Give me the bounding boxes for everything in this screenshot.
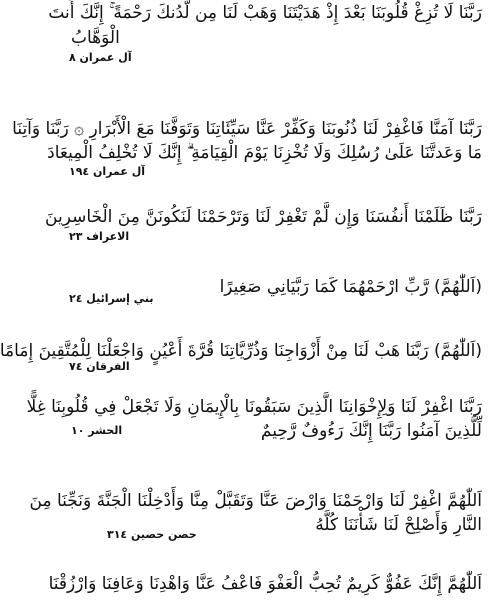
dua-3-reference: الاعراف ٢٣ <box>69 230 130 243</box>
dua-2-reference: آل عمران ١٩٤ <box>69 165 146 178</box>
dua-4-reference: بني إسرائيل ٢٤ <box>69 292 154 305</box>
dua-7-line-2: النَّارِ وَأَصْلِحْ لَنَا شَأْنَنَا كُلَّهُ <box>315 515 482 535</box>
dua-6-line-1: رَبَّنَا اغْفِرْ لَنَا وَلِإِخْوَانِنَا الَّذِينَ سَبَقُونَا بِالْإِيمَانِ وَلَا تَجْعَلْ فِي قُلُوبِنَا غِلًّا <box>26 397 482 417</box>
dua-2-line-2: مَا وَعَدتَّنَا عَلَىٰ رُسُلِكَ وَلَا تُخْزِنَا يَوْمَ الْقِيَامَةِ ۗ إِنَّكَ لَا تُخْلِفُ الْمِيعَادَ <box>47 143 482 163</box>
dua-1-line-1: رَبَّنَا لَا تُزِغْ قُلُوبَنَا بَعْدَ إِذْ هَدَيْتَنَا وَهَبْ لَنَا مِن لَّدُنكَ رَحْمَةً ۚ إِنَّكَ أَنتَ <box>48 3 482 23</box>
dua-8-line-1: اَللّٰهُمَّ إِنَّكَ عَفُوٌّ كَرِيمٌ تُحِبُّ الْعَفْوَ فَاعْفُ عَنَّا وَاهْدِنَا وَعَافِنَا وَارْزُقْنَا <box>48 574 482 594</box>
dua-5-reference: الفرقان ٧٤ <box>69 360 130 373</box>
dua-1-line-2: الْوَهَّابُ <box>71 28 120 48</box>
dua-4-line-1: (اَللّٰهُمَّ) رَّبِّ ارْحَمْهُمَا كَمَا رَبَّيَانِي صَغِيرًا <box>219 277 482 297</box>
dua-7-reference: حصن حصين ٣١٤ <box>107 528 197 541</box>
dua-6-line-2: لِّلَّذِينَ آمَنُوا رَبَّنَا إِنَّكَ رَءُوفٌ رَّحِيمٌ <box>260 421 482 441</box>
dua-3-line-1: رَبَّنَا ظَلَمْنَا أَنفُسَنَا وَإِن لَّمْ تَغْفِرْ لَنَا وَتَرْحَمْنَا لَنَكُونَنَّ مِنَ الْخَاسِرِينَ <box>45 207 482 227</box>
dua-1-reference: آل عمران ٨ <box>69 51 132 64</box>
dua-7-line-1: اَللّٰهُمَّ اغْفِرْ لَنَا وَارْحَمْنَا وَارْضَ عَنَّا وَتَقَبَّلْ مِنَّا وَأَدْخِلْنَا الْجَنَّةَ وَنَجِّنَا مِنَ <box>29 491 482 511</box>
dua-6-reference: الحشر ١٠ <box>71 424 123 437</box>
dua-5-line-1: (اَللّٰهُمَّ) رَبَّنَا هَبْ لَنَا مِنْ أَزْوَاجِنَا وَذُرِّيَّاتِنَا قُرَّةَ أَعْيُنٍ وَاجْعَلْنَا لِلْمُتَّقِينَ إِمَامًا <box>0 341 482 361</box>
dua-2-line-1: رَبَّنَا آمَنَّا فَاغْفِرْ لَنَا ذُنُوبَنَا وَكَفِّرْ عَنَّا سَيِّئَاتِنَا وَتَوَفَّنَا مَعَ الْأَبْرَارِ ۞ رَبَّنَا وَآتِنَا <box>12 119 482 139</box>
